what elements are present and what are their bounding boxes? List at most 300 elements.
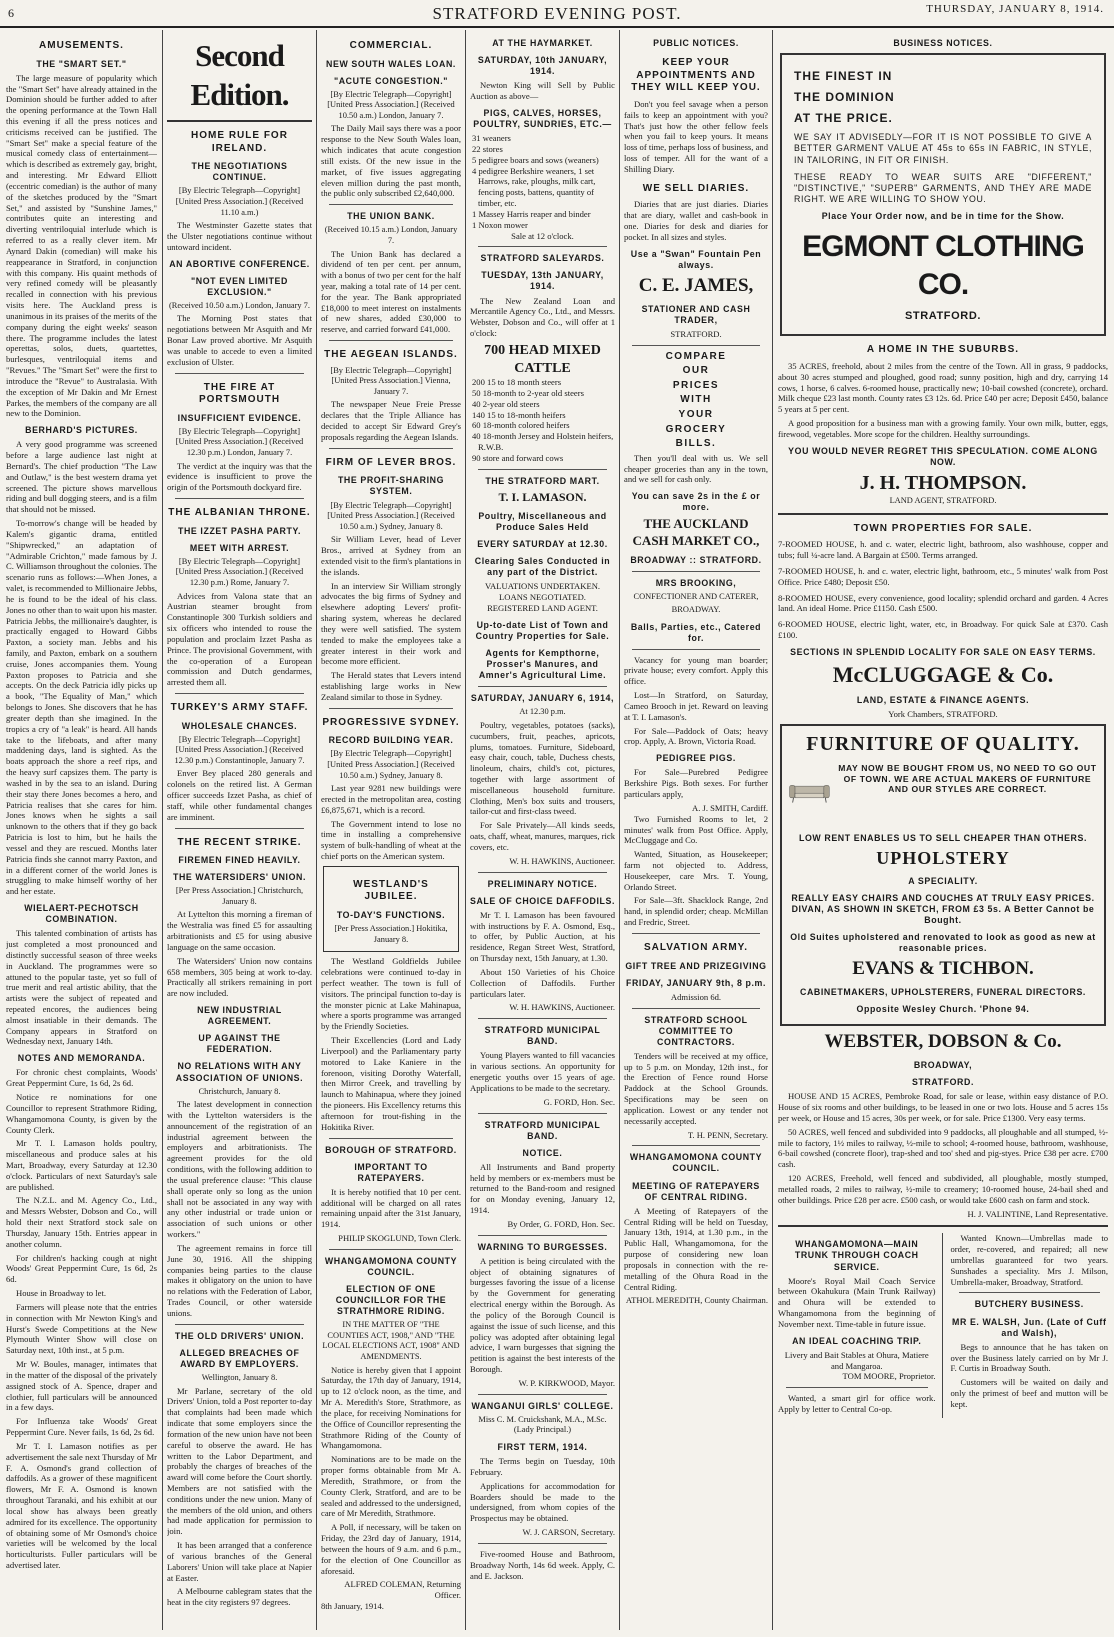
credit-line: [By Electric Telegraph—Copyright] [United Press Association.] (Received 12.30 p.m.) London, January 7. <box>175 426 304 458</box>
lot-list <box>470 377 615 464</box>
notice-text: Tenders will be received at my office, up to 5 p.m. on Monday, 12th inst., for the Erection of Fence round Horse Paddock at the School Grounds. Specifications may be seen on application. Lowest or any tender not necessarily accepted. <box>624 1050 768 1126</box>
second-edition-masthead: Second Edition. <box>190 38 289 113</box>
brand-ce-james: C. E. JAMES, <box>638 274 754 296</box>
article-text: The Union Bank has declared a dividend of ten per cent. per annum, with a bonus of two per cent for the half year, making a total rate of 14 per cent. for the year. The Bank appropriated £18,000 to meet interest on instalments of new shares, added £30,000 to reserve, and carried forward £41,000. <box>321 248 461 335</box>
divider <box>478 1113 607 1114</box>
memo-text: Mr W. Boules, manager, intimates that in the matter of the disposal of the privately assigned stock of A. Spence, draper and clothier, full particulars will be announced in a few days. <box>6 1359 157 1413</box>
ad-signature: A. J. SMITH, Cardiff. <box>692 802 768 813</box>
notice-subheading: IN THE MATTER OF "THE COUNTIES ACT, 1908," AND "THE LOCAL ELECTIONS ACT, 1908" AND AMENDMENTS. <box>322 1320 460 1362</box>
brand-egmont-clothing: EGMONT CLOTHING CO. <box>802 229 1084 301</box>
ad-headline: WHANGAMOMONA—MAIN TRUNK THROUGH COACH SERVICE. <box>794 1239 919 1272</box>
compare-word: WITH <box>680 394 712 406</box>
auction-date: SATURDAY, 10th JANUARY, 1914. <box>477 55 608 77</box>
article-heading: PROGRESSIVE SYDNEY. <box>322 716 460 728</box>
ad-text: LOW RENT ENABLES US TO SELL CHEAPER THAN OTHERS. <box>799 832 1087 843</box>
notice-text: Mr T. I. Lamason has been favoured with instructions by F. A. Osmond, Esq., to offer, by Public Auction, at his residence, Regan Street West, Stratford, on Thursday next, 15th January, at 1.30. <box>470 909 615 964</box>
brand-subtitle: CABINETMAKERS, UPHOLSTERERS, FUNERAL DIRECTORS. <box>800 986 1086 997</box>
article-text: The Daily Mail says there was a poor response to the New South Wales loan, which indicates that acute congestion still exists. Of the new issue in the market, of five issues aggregating eleven million during the past month, the public only subscribed £2,640,000. <box>321 123 461 199</box>
article-heading: TURKEY'S ARMY STAFF. <box>170 702 309 714</box>
article-subheading: WHOLESALE CHANCES. <box>181 720 298 731</box>
mart-heading: THE STRATFORD MART. <box>485 475 600 486</box>
property-ad: HOUSE AND 15 ACRES, Pembroke Road, for sale or lease, within easy distance of P.O. House of six rooms and other buildings, to be leased in one or two lots. House and 5 acres 15s per week, or House and 15 acres, 30s per week, or for sale. Price £1300. Very easy terms. <box>778 1091 1108 1123</box>
article-text: Advices from Valona state that an Austrian steamer brought from Constantinople 300 Turkish soldiers and six officers who intended to rouse the population and proclaim Izzet Pasha as Prince. The provisional Government, with the co-operation of a European commission and Dutch gendarmes, arrested them all. <box>167 590 312 688</box>
classified-ad: Five-roomed House and Bathroom, Broadway North, 14s 6d week. Apply, C. and E. Jackson. <box>470 1548 615 1581</box>
article-subheading: "NOT EVEN LIMITED EXCLUSION." <box>191 275 288 297</box>
ad-text: Then you'll deal with us. We sell cheaper groceries than any in the town, and we sell for cash only. <box>624 452 768 485</box>
ad-text: Use a "Swan" Fountain Pen always. <box>630 248 762 270</box>
article-text: The verdict at the inquiry was that the evidence is insufficient to prove the origin of the Portsmouth dockyard fire. <box>167 460 312 493</box>
article-subheading: THE PROFIT-SHARING SYSTEM. <box>337 475 445 497</box>
memo-text: Mr T. I. Lamason notifies as per advertisement the sale next Thursday of Mr F. A. Osmond's grand collection of daffodils. As a grower of these magnificent flowers, Mr F. A. Osmond is known throughout Taranaki, and his exhibit at our local show has always been greatly admired for its excellence. The opportunity of obtaining some of Mr Osmond's choice varieties will be welcomed by the local horticulturists. Fuller particulars will be advertised later. <box>6 1440 157 1570</box>
compare-word: COMPARE <box>665 350 727 362</box>
memo-text: For Influenza take Woods' Great Peppermint Cure. Never fails, 1s 6d, 2s 6d. <box>6 1416 157 1438</box>
ad-signature: TOM MOORE, Proprietor. <box>842 1371 936 1382</box>
brand-town: STRATFORD. <box>670 328 722 339</box>
section-heading: AMUSEMENTS. <box>39 40 124 51</box>
notice-heading: STRATFORD MUNICIPAL BAND. <box>484 1119 601 1141</box>
divider <box>478 1235 607 1236</box>
auction-text: For Sale Privately—All kinds seeds, oats, chaff, wheat, manures, marques, rick covers, etc. <box>470 820 615 852</box>
credit-line: Christchurch, January 8. <box>198 1086 281 1096</box>
mart-text: EVERY SATURDAY at 12.30. <box>477 539 608 550</box>
bottom-two-column <box>778 1233 1108 1418</box>
notice-subheading: FRIDAY, JANUARY 9th, 8 p.m. <box>625 977 767 988</box>
article-subheading: THE WATERSIDERS' UNION. <box>172 872 307 883</box>
ad-subtitle: BROADWAY. <box>671 604 721 614</box>
notice-heading: WHANGAMOMONA COUNTY COUNCIL. <box>324 1255 458 1278</box>
notice-text: The Terms begin on Tuesday, 10th February. <box>470 1456 615 1477</box>
column-rule <box>772 30 773 1630</box>
credit-line: [By Electric Telegraph—Copyright] [United Press Association.] Vienna, January 7. <box>330 365 452 396</box>
article-text: The agreement remains in force till June 30, 1916. All the shipping companies being parties to the clause makes it obligatory on the union to have no relations with the Federation of Labor, Trades Council, or other waterside unions. <box>167 1242 312 1318</box>
ad-text: Livery and Bait Stables at Ohura, Matiere and Mangaroa. <box>784 1349 929 1371</box>
article-subheading: NO RELATIONS WITH ANY ASSOCIATION OF UNIONS. <box>175 1061 304 1083</box>
credit-line: (Received 10.50 a.m.) London, January 7. <box>169 300 310 310</box>
lot-item: 200 15 to 18 month steers <box>472 377 562 388</box>
mart-text: LOANS NEGOTIATED. <box>499 592 586 603</box>
mart-text: REGISTERED LAND AGENT. <box>487 602 598 613</box>
lot-item: 4 pedigree Berkshire weaners, 1 set Harrows, rake, ploughs, milk cart, fencing posts, battens, quantity of timber, etc. <box>472 165 596 209</box>
article-text: Sir William Lever, head of Lever Bros., arrived at Sydney from an extended visit to the firm's plantations in the islands. <box>321 534 461 577</box>
mart-name: T. I. LAMASON. <box>498 489 587 504</box>
section-heading: PUBLIC NOTICES. <box>653 38 739 48</box>
newspaper-title: STRATFORD EVENING POST. <box>432 4 682 23</box>
memo-text: The N.Z.L. and M. Agency Co., Ltd., and Messrs Webster, Dobson and Co., will hold their next Stratford stock sale on Thursday, January 15th. Entries appear in another column. <box>6 1195 157 1249</box>
divider <box>632 1145 760 1146</box>
lot-item: 60 18-month colored heifers <box>472 420 570 431</box>
memo-text: Mr T. I. Lamason holds poultry, miscellaneous and produce sales at his Mart, Broadway, every Saturday at 12.30 o'clock. Particulars of next Saturday's sale are published. <box>6 1138 157 1192</box>
furniture-body <box>788 757 1098 827</box>
classified-ad: For Sale—Paddock of Oats; heavy crop. Apply, A. Brown, Victoria Road. <box>624 725 768 747</box>
column-commercial <box>321 32 461 1630</box>
divider <box>632 1008 760 1009</box>
lot-item: 1 Massey Harris reaper and binder <box>472 208 591 219</box>
divider <box>329 708 453 709</box>
coach-service-ad <box>778 1233 943 1418</box>
ad-headline: BUTCHERY BUSINESS. <box>974 1299 1084 1310</box>
compare-word: PRICES <box>672 379 720 391</box>
divider <box>167 120 312 122</box>
article-text: To-morrow's change will be headed by Kalem's gigantic drama, entitled "Shipwrecked," an adaptation of "Admirable Crichton," made famous by J. C. Williamson throughout the colonies. The scenario runs as follows:—When Jones, a valet, is recommended to Millionaire Jebbs, he is found to be the ideal of his class. Jones no other than to wait upon his master. Patricia Jebbs, the millionaire's daughter, is practically engaged to Howard Gibbs Paxton, a society man. Jebbs and his family, and Paxton, embark on a southern cruise, Jones accompanies them. Young Paxton proposes to Patricia and she accepts. On the deck Patricia idly picks up a book, "The Equality of Man," which belongs to Jones. She discovers that he has greater depth than she imagined. In the tropics a cry of "a leak" is heard. All hands take to the lifeboats, and after many maddening days, land is sighted. As the boats approach the shore a reef rips, and the heavy surf capsizes them. The party is washed in by the sea to an island. During their stay there Jones becomes a hero, and Patricia realises that she cares for him. Jones knows when he sights a sail unknown to the others that if they go back Patricia is lost to him, but he hails the vessel and they are rescued. Months later Patricia finds she cannot marry Paxton, and in a different corner of the world Jones is struggling to make himself worthy of her and her estate. <box>6 518 157 897</box>
article-heading: NEW SOUTH WALES LOAN. <box>326 58 456 69</box>
auction-heading: PIGS, CALVES, HORSES, POULTRY, SUNDRIES, ETC.— <box>473 107 612 129</box>
brand-subtitle: LAND, ESTATE & FINANCE AGENTS. <box>856 694 1030 705</box>
property-item: 7-ROOMED HOUSE, h. and c. water, electric light, bathroom, etc., 5 minutes' walk from Post Office. Price £480; Deposit £50. <box>778 565 1108 587</box>
divider <box>175 373 304 374</box>
lot-item: 31 weaners <box>472 133 511 144</box>
ad-text: A SPECIALITY. <box>908 875 978 886</box>
notice-subheading: SALE OF CHOICE DAFFODILS. <box>470 895 615 906</box>
divider <box>632 649 760 650</box>
memo-text: Notice re nominations for one Councillor to represent Strathmore Riding, Whangamomona County, is given by the County Clerk. <box>6 1092 157 1135</box>
notice-text: Admission 6d. <box>670 991 722 1002</box>
article-heading: NEW INDUSTRIAL AGREEMENT. <box>197 1005 282 1027</box>
lot-item: 140 15 to 18-month heifers <box>472 409 566 420</box>
memo-text: House in Broadway to let. <box>16 1288 106 1299</box>
property-item: 7-ROOMED HOUSE, h. and c. water, electric light, bathroom, also washhouse, copper and tubs; full ¼-acre land. A Bargain at £500. Terms arranged. <box>778 539 1108 561</box>
cattle-headline: 700 HEAD MIXED CATTLE <box>484 342 601 376</box>
mart-text: Up-to-date List of Town and Country Properties for Sale. <box>475 619 610 641</box>
mart-text: VALUATIONS UNDERTAKEN. <box>484 581 601 592</box>
notice-signature: W. J. CARSON, Secretary. <box>522 1527 615 1538</box>
ad-headline: MRS BROOKING, <box>655 578 737 589</box>
column-rule <box>316 30 317 1630</box>
article-text: The Herald states that Levers intend establishing large works in New Zealand similar to those in Sydney. <box>321 670 461 702</box>
ad-headline: AN IDEAL COACHING TRIP. <box>792 1335 922 1346</box>
property-item: 8-ROOMED HOUSE, every convenience, good locality; splendid orchard and garden. 4 Acres land. An ideal Home. Price £1150. Cash £500. <box>778 592 1108 614</box>
ad-text: WE SAY IT ADVISEDLY—FOR IT IS NOT POSSIBLE TO GIVE A BETTER GARMENT VALUE AT 45s to 65s IN FABRIC, IN STYLE, IN TAILORING, IN FIT OR FINISH. <box>794 132 1092 165</box>
credit-line: [By Electric Telegraph—Copyright] [United Press Association.] (Received 10.50 a.m.) Sydney, January 8. <box>327 500 455 531</box>
article-text: In an interview Sir William strongly advocates the big firms of Sydney and elsewhere adopting Levers' profit-sharing system, whereas he declared they were well satisfied. The system tended to make the employees take a greater interest in their work and become more efficient. <box>321 580 461 667</box>
divider <box>329 340 453 341</box>
notice-heading: WHANGAMOMONA COUNTY COUNCIL. <box>629 1152 763 1174</box>
article-subheading: THE NEGOTIATIONS CONTINUE. <box>191 161 288 183</box>
brand-webster-dobson: WEBSTER, DOBSON & Co. <box>824 1031 1062 1053</box>
divider <box>778 513 1108 515</box>
ad-text: Customers will be waited on daily and only the primest of beef and mutton will be kept. <box>950 1377 1108 1409</box>
notice-text: A Poll, if necessary, will be taken on Friday, the 23rd day of January, 1914, between the hours of 9 a.m. and 6 p.m., for the election of One Councillor as aforesaid. <box>321 1522 461 1576</box>
brand-subtitle: BROADWAY, <box>913 1060 973 1071</box>
divider <box>478 1543 607 1544</box>
egmont-clothing-ad <box>780 53 1106 336</box>
article-subheading: INSUFFICIENT EVIDENCE. <box>177 412 302 423</box>
column-public-notices <box>624 32 768 1630</box>
brand-town: STRATFORD. <box>904 309 982 322</box>
article-heading: BERHARD'S PICTURES. <box>25 425 138 436</box>
column-business-notices <box>778 32 1108 1630</box>
article-heading: THE ALBANIAN THRONE. <box>168 507 311 519</box>
credit-line: [Per Press Association.] Hokitika, January 8. <box>334 924 448 944</box>
classified-ad: Lost—In Stratford, on Saturday, Cameo Brooch in jet. Reward on leaving at T. I. Lamason's. <box>624 690 768 722</box>
auctioneer-signature: W. H. HAWKINS, Auctioneer. <box>509 1002 615 1013</box>
ad-headline: UPHOLSTERY <box>876 847 1010 868</box>
article-subheading: RECORD BUILDING YEAR. <box>328 735 454 746</box>
notice-heading: WARNING TO BURGESSES. <box>477 1241 608 1252</box>
article-subheading: "ACUTE CONGESTION." <box>333 75 449 86</box>
article-heading: THE UNION BANK. <box>347 211 435 222</box>
credit-line: [By Electric Telegraph—Copyright] [United Press Association.] (Received 12.30 p.m.) Constantinople, January 7. <box>174 734 305 765</box>
article-heading: AN ABORTIVE CONFERENCE. <box>169 258 310 269</box>
classified-ad: Wanted, a smart girl for office work. Apply by letter to Central Co-op. <box>778 1393 936 1415</box>
ad-signature: H. J. VALINTINE, Land Representative. <box>967 1208 1108 1219</box>
credit-line: [By Electric Telegraph—Copyright] [United Press Association.] (Received 10.50 a.m.) Sydney, January 8. <box>327 749 455 780</box>
divider <box>632 571 760 572</box>
divider <box>329 1138 453 1139</box>
ad-text: Moore's Royal Mail Coach Service between Okahukura (Main Trunk Railway) and Ohura will be extended to Whangamomona from the beginning of November next. Time-table in future issue. <box>778 1275 936 1329</box>
lot-item: 40 2-year old steers <box>472 398 540 409</box>
divider <box>478 246 607 247</box>
article-heading: THE RECENT STRIKE. <box>177 836 302 848</box>
ad-headline: WE SELL DIARIES. <box>642 182 750 194</box>
article-subheading: ALLEGED BREACHES OF AWARD BY EMPLOYERS. <box>179 1347 300 1369</box>
notice-subheading: NOTICE. <box>522 1147 563 1158</box>
ad-text: SECTIONS IN SPLENDID LOCALITY FOR SALE ON EASY TERMS. <box>790 646 1096 657</box>
notice-signature: W. P. KIRKWOOD, Mayor. <box>518 1377 615 1388</box>
ad-text: REALLY EASY CHAIRS AND COUCHES AT TRULY EASY PRICES. DIVAN, AS SHOWN IN SKETCH, FROM £3 5s. A Better Cannot be Bought. <box>791 892 1095 925</box>
divider <box>329 204 453 205</box>
ad-text: Balls, Parties, etc., Catered for. <box>630 621 762 643</box>
notice-text: Nominations are to be made on the proper forms obtainable from Mr A. Meredith, Strathmore, or from the County Clerk, Stratford, and are to be sealed and addressed to the undersigned, care of Mr Meredith, Strathmore. <box>321 1454 461 1519</box>
butchery-ad <box>951 1233 1109 1418</box>
ad-text: Old Suites upholstered and renovated to look as good as new at reasonable prices. <box>790 931 1096 953</box>
article-text: The Morning Post states that negotiations between Mr Asquith and Mr Bonar Law proved abortive. Mr Asquith was unable to accede to even a limited exclusion of Ulster. <box>167 313 312 367</box>
article-text: The newspaper Neue Freie Presse declares that the Triple Alliance has decided to accept Sir Edward Grey's proposals regarding the Aegean Islands. <box>321 399 461 442</box>
notice-heading: SALVATION ARMY. <box>643 941 749 953</box>
notice-date: 8th January, 1914. <box>321 1601 384 1612</box>
brand-address: York Chambers, STRATFORD. <box>888 708 998 719</box>
ad-text: Diaries that are just diaries. Diaries that are diary, wallet and cash-book in one. Diaries for desk and diaries for pocket. In all sizes and styles. <box>624 199 768 242</box>
credit-line: [By Electric Telegraph—Copyright] [United Press Association.] (Received 12.30 p.m.) Rome, January 7. <box>175 556 304 587</box>
divider <box>478 1018 607 1019</box>
article-subheading: FIREMEN FINED HEAVILY. <box>178 855 301 866</box>
property-list <box>778 539 1108 641</box>
article-heading: THE AEGEAN ISLANDS. <box>324 349 458 361</box>
ad-subtitle: MR E. WALSH, Jun. (Late of Cuff and Walsh), <box>952 1316 1107 1338</box>
classified-ad: Two Furnished Rooms to let, 2 minutes' walk from Post Office. Apply, McCluggage and Co. <box>624 813 768 846</box>
ad-text: 35 ACRES, freehold, about 2 miles from the centre of the Town. All in grass, 9 paddocks, about 30 acres stumped and ploughed, good road; sunny position, high and dry, carrying 14 cows, 1 horse, 6 calves. 6-roomed house, practically new; 10-bail cowshed (concrete), orchard. Milk cheque £23 last month. County rates £3 12s. 6d. Price £40 per acre; Deposit £450, balance 5 years at 5 per cent. <box>778 361 1108 415</box>
ad-text: Place Your Order now, and be in time for the Show. <box>821 210 1065 221</box>
classified-ad: For Sale—3ft. Shacklock Range, 2nd hand, in splendid order; cheap. McMillan and Fredric, Street. <box>624 895 768 928</box>
compare-prices-list <box>624 351 768 451</box>
auction-heading: SATURDAY, JANUARY 6, 1914, <box>470 693 615 704</box>
article-heading: THE FIRE AT PORTSMOUTH <box>198 381 281 406</box>
notice-text: A Meeting of Ratepayers of the Central Riding will be held on Tuesday, January 13th, 1914, at 1.30 p.m., in the Public Hall, Whangamomona, for the purpose of considering new loan proposals in connection with the re-metalling of the Ohura Road in the Central Riding. <box>624 1205 768 1292</box>
notice-text: Notice is hereby given that I appoint Saturday, the 17th day of January, 1914, up to 12 o'clock noon, as the time, and Mr A. Meredith's Store, Strathmore, as the place, for receiving Nominations for the Office of Councillor representing the Strathmore Riding of the County of Whangamomona. <box>321 1364 461 1451</box>
article-text: Mr Parlane, secretary of the old Drivers' Union, told a Post reporter to-day that complaints had been made which indicate that some employers since the formation of the new union have not been careful to observe the award. He has written to the Labor Department, and probably the charges of breaches of the award will come before the Court shortly. Members are not satisfied with the conditions under the new union. Many of the members of the old union, and others had made application for permission to join. <box>167 1385 312 1537</box>
article-text: A very good programme was screened before a large audience last night at Bernard's. The chief production "The Law and Outlaw," is the best western drama yet screened. The picture shows marvellous riding and bull dogging steers, and is a film that should not be missed. <box>6 439 157 515</box>
masthead <box>0 0 1114 28</box>
divider <box>175 498 304 499</box>
article-text: The Westminster Gazette states that the Ulster negotiations continue without untoward incident. <box>167 220 312 252</box>
notice-subheading: FIRST TERM, 1914. <box>497 1441 588 1452</box>
article-heading: HOME RULE FOR IRELAND. <box>191 130 288 154</box>
compare-word: BILLS. <box>675 438 717 450</box>
credit-line: Wellington, January 8. <box>201 1372 278 1382</box>
article-subheading: UP AGAINST THE FEDERATION. <box>198 1033 281 1055</box>
brand-evans-tichbon: EVANS & TICHBON. <box>852 958 1034 980</box>
property-item: 6-ROOMED HOUSE, electric light, water, etc, in Broadway. For quick Sale at £370. Cash £100. <box>778 619 1108 641</box>
lot-item: 90 store and forward cows <box>472 452 564 463</box>
ad-headline: A HOME IN THE SUBURBS. <box>866 344 1020 356</box>
notice-heading: STRATFORD SCHOOL COMMITTEE TO CONTRACTORS. <box>644 1014 748 1047</box>
auction-date: TUESDAY, 13th JANUARY, 1914. <box>481 270 604 292</box>
article-text: The Government intend to lose no time in installing a comprehensive system of bulk-handling of wheat at the chief ports on the American system. <box>321 818 461 862</box>
memo-text: Farmers will please note that the entries in connection with Mr Newton King's and Hurst's Swede Competitions at the New Plymouth Winter Show will close on Saturday next, 10th inst., at 5 p.m. <box>6 1301 157 1356</box>
lot-list <box>470 133 615 230</box>
lot-item: 1 Noxon mower <box>472 219 528 230</box>
notice-signature: T. H. PENN, Secretary. <box>687 1129 768 1140</box>
article-heading: WIELAERT-PECHOTSCH COMBINATION. <box>24 903 139 925</box>
brand-mccluggage: McCLUGGAGE & Co. <box>832 662 1054 688</box>
brand-subtitle: LAND AGENT, STRATFORD. <box>889 496 997 506</box>
divider <box>786 1387 928 1388</box>
column-rule <box>465 30 466 1630</box>
ad-text: You can save 2s in the £ or more. <box>631 491 761 513</box>
ad-text: YOU WOULD NEVER REGRET THIS SPECULATION. COME ALONG NOW. <box>788 445 1098 467</box>
auction-text: The New Zealand Loan and Mercantile Agency Co., Ltd., and Messrs. Webster, Dobson and Co., will offer at 1 o'clock: <box>470 295 615 339</box>
article-heading: WESTLAND'S JUBILEE. <box>353 878 429 903</box>
brand-subtitle: STATIONER AND CASH TRADER, <box>641 303 751 325</box>
ad-subtitle: CONFECTIONER AND CATERER, <box>633 592 759 602</box>
ad-headline-line: THE DOMINION <box>794 90 895 105</box>
divider <box>175 693 304 694</box>
auctioneer-signature: W. H. HAWKINS, Auctioneer. <box>509 855 615 866</box>
ad-text: THESE READY TO WEAR SUITS ARE "DIFFERENT," "DISTINCTIVE," "SUPERB" GARMENTS, AND THEY ARE MADE RIGHT. WE ARE WILLING TO SHOW YOU. <box>794 171 1092 204</box>
column-auctions <box>470 32 615 1630</box>
auction-heading: AT THE HAYMARKET. <box>492 38 593 48</box>
credit-line: (Received 10.15 a.m.) London, January 7. <box>324 225 458 245</box>
lot-item: 40 18-month Jersey and Holstein heifers, R.W.B. <box>472 431 614 453</box>
page-number: 6 <box>8 6 14 20</box>
ad-text: Begs to announce that he has taken on over the Business lately carried on by Mr J. F. Curtis in Broadway South. <box>950 1341 1108 1374</box>
divider <box>478 872 607 873</box>
notice-text: All Instruments and Band property held by members or ex-members must be returned to the Band-room and resigned for on Monday evening, January 12, 1914. <box>470 1161 615 1216</box>
mart-text: Agents for Kempthorne, Prosser's Manures, and Amner's Agricultural Lime. <box>478 647 607 681</box>
ad-headline-line: AT THE PRICE. <box>794 111 893 126</box>
ad-text: Don't you feel savage when a person fails to keep an appointment with you? That's just how the other fellow feels when you fail to keep yours. It means loss of time, perhaps loss of business, and loss of temper. All for the want of a Shilling Diary. <box>624 98 768 174</box>
brand-jh-thompson: J. H. THOMPSON. <box>859 471 1027 494</box>
ad-headline: PEDIGREE PIGS. <box>656 753 736 764</box>
auction-text: Poultry, vegetables, potatoes (sacks), cucumbers, fruit, peaches, apricots, plums, tomatoes. Furniture, Sideboard, easy chair, couch, table, Duchess chests, linoleum, chairs, child's cot, pictures, together with large assortment of miscellaneous household furniture. Clothing, Men's box suits and trousers, tailor-cut and first-class tweed. <box>470 719 615 817</box>
article-subheading: TO-DAY'S FUNCTIONS. <box>336 910 446 921</box>
article-subheading: THE IZZET PASHA PARTY. <box>177 525 301 536</box>
brand-auckland-cash-market: THE AUCKLAND CASH MARKET CO., <box>632 516 760 548</box>
column-rule <box>619 30 620 1630</box>
ad-headline: KEEP YOUR APPOINTMENTS AND THEY WILL KEEP YOU. <box>631 57 761 94</box>
credit-line: [By Electric Telegraph—Copyright] [United Press Association.] (Received 10.50 a.m.) London, January 7. <box>327 89 455 120</box>
credit-line: [By Electric Telegraph—Copyright] [United Press Association.] (Received 11.10 a.m.) <box>175 186 304 217</box>
article-text: This talented combination of artists has just completed a most pronounced and distinctly successful season of three weeks in Auckland. The programmes were so attuned to the popular taste, yet so full of true merit and real artistic ability, that the artists were the subject of repeated and repeated encores, the audiences being almost insatiable in their demands. The Company appears in Stratford on Wednesday next, January 14th. <box>6 928 157 1047</box>
ad-headline-lines <box>794 69 1092 126</box>
lot-item: 50 18-month to 2-year old steers <box>472 387 584 398</box>
article-text: At Lyttelton this morning a fireman of the Westralia was fined £5 for assaulting arbitrationists and £5 for using abusive language on the same occasion. <box>167 909 312 952</box>
mart-text: Poultry, Miscellaneous and Produce Sales Held <box>478 510 607 533</box>
compare-word: YOUR <box>678 409 714 421</box>
section-heading: BUSINESS NOTICES. <box>893 38 993 48</box>
divider <box>959 1292 1101 1293</box>
compare-word: OUR <box>682 365 710 377</box>
issue-date: THURSDAY, JANUARY 8, 1914. <box>926 3 1104 15</box>
notice-subheading: GIFT TREE AND PRIZEGIVING <box>625 960 767 971</box>
auction-text: Sale at 12 o'clock. <box>511 230 574 241</box>
divider <box>778 1225 1108 1227</box>
notice-text: It is hereby notified that 10 per cent. additional will be charged on all rates remaining unpaid after the 31st January, 1914. <box>321 1186 461 1230</box>
notice-signature: By Order, G. FORD, Hon. Sec. <box>507 1218 615 1229</box>
divider <box>478 1394 607 1395</box>
compare-word: GROCERY <box>665 423 727 435</box>
article-text: The Watersiders' Union now contains 658 members, 305 being at work to-day. Practically all strikers remaining in port are now included. <box>167 955 312 999</box>
brand-address: Opposite Wesley Church. 'Phone 94. <box>856 1004 1030 1015</box>
ad-headline: FURNITURE OF QUALITY. <box>806 732 1080 755</box>
article-heading: THE OLD DRIVERS' UNION. <box>174 1330 305 1341</box>
column-rule <box>162 30 163 1630</box>
notice-signature: ALFRED COLEMAN, Returning Officer. <box>344 1579 461 1601</box>
article-text: Their Excellencies (Lord and Lady Liverpool) and the Parliamentary party motored to Lake Kaniere in the forenoon, visiting Dorothy Waterfall, then Mirror Creek, and travelling by launch to Mahinapua, where they joined the pioneers. His Excellency returns this afternoon for trout-fishing in the Hokitika River. <box>321 1035 461 1132</box>
notice-heading: STRATFORD MUNICIPAL BAND. <box>484 1025 601 1047</box>
column-amusements <box>6 32 157 1630</box>
lot-item: 5 pedigree boars and sows (weaners) <box>472 154 599 165</box>
notice-heading: BOROUGH OF STRATFORD. <box>325 1144 457 1155</box>
article-text: The latest development in connection with the Lyttelton watersiders is the announcement of the registration of an industrial agreement between the employers and arbitrationists. The agreement provides for the old conditions, with the following addition to the usual preference clause: "This clause shall operate only so long as the union shall not be associated in any way with any other industrial or trade union or association of such unions or other workers." <box>167 1099 312 1240</box>
notice-text: A petition is being circulated with the object of obtaining signatures of burgesses favoring the issue of a license by the Government for generating electrical energy within the Borough. As the policy of the Borough Council is against the issue of such license, and this policy was adopted after obtaining legal advice, I warn burgesses that signing the petition is against the best interests of the Borough. <box>470 1255 615 1375</box>
brand-subtitle: BROADWAY :: STRATFORD. <box>630 555 762 566</box>
auction-text: Newton King will Sell by Public Auction as above— <box>470 80 615 102</box>
mart-text: Clearing Sales Conducted in any part of the District. <box>474 556 611 578</box>
notice-text: Young Players wanted to fill vacancies in various sections. An opportunity for energetic youths over 15 years of age. Applications to be made to the secretary. <box>470 1050 615 1093</box>
sofa-illustration-icon <box>788 757 831 827</box>
article-heading: FIRM OF LEVER BROS. <box>325 456 457 468</box>
ad-text: MAY NOW BE BOUGHT FROM US, NO NEED TO GO OUT OF TOWN. WE ARE ACTUAL MAKERS OF FURNITURE AND OUR STYLES ARE CORRECT. <box>838 762 1097 795</box>
column-second-edition <box>167 32 312 1630</box>
divider <box>175 828 304 829</box>
article-text: Last year 9281 new buildings were erected in the metropolitan area, costing £6,875,671, which is a record. <box>321 783 461 815</box>
divider <box>632 345 760 346</box>
classified-ad: For Sale—Purebred Pedigree Berkshire Pigs. Both sexes. For further particulars apply, <box>624 767 768 800</box>
property-ad: 50 ACRES, well fenced and subdivided into 9 paddocks, all ploughable and all stumped, ½-mile to factory, 1½ miles to railway, ½-mile to school; 4-roomed house, bathroom, washhouse, 6-bail cowshed (concrete floor), trap-shed and too' shed and pig-styes. Price £38 per acre. £700 cash. <box>778 1126 1108 1170</box>
notice-signature: PHILIP SKOGLUND, Town Clerk. <box>338 1233 461 1244</box>
article-text: The Westland Goldfields Jubilee celebrations were continued to-day in perfect weather. The town is full of visitors. The principal function to-day is the monster picnic at Lake Mahinapua, where a sports programme was arranged by the Friendly Societies. <box>321 956 461 1032</box>
divider <box>329 448 453 449</box>
article-text: It has been arranged that a conference of various branches of the General Laborers' Union will take place at Napier at Easter. <box>167 1540 312 1583</box>
memo-text: For chronic chest complaints, Woods' Great Peppermint Cure, 1s 6d, 2s 6d. <box>6 1067 157 1089</box>
article-heading: THE "SMART SET." <box>36 58 127 69</box>
notice-heading: PRELIMINARY NOTICE. <box>487 878 598 889</box>
ad-headline: TOWN PROPERTIES FOR SALE. <box>853 522 1033 534</box>
divider <box>478 469 607 470</box>
article-text: A Melbourne cablegram states that the heat in the city registers 97 degrees. <box>167 1586 312 1608</box>
notice-subheading: IMPORTANT TO RATEPAYERS. <box>354 1161 428 1183</box>
notice-text: Applications for accommodation for Boarders should be made to the undersigned, from whom copies of the Prospectus may be obtained. <box>470 1480 615 1524</box>
classified-ad: Vacancy for young man boarder; private house; every comfort. Apply this office. <box>624 654 768 687</box>
notice-text: Miss C. M. Cruickshank, M.A., M.Sc. (Lady Principal.) <box>478 1414 607 1435</box>
section-heading: COMMERCIAL. <box>349 40 433 51</box>
divider <box>329 1249 453 1250</box>
auction-time: At 12.30 p.m. <box>519 707 566 717</box>
memo-text: For children's hacking cough at night Woods' Great Peppermint Cure, 1s 6d, 2s 6d. <box>6 1252 157 1285</box>
notice-signature: ATHOL MEREDITH, County Chairman. <box>625 1295 768 1306</box>
notice-subheading: MEETING OF RATEPAYERS OF CENTRAL RIDING. <box>632 1180 760 1202</box>
divider <box>175 1324 304 1325</box>
classified-ad: Wanted, Situation, as Housekeeper; farm not objected to. Address, Housekeeper, care Mrs. T. Young, Orlando Street. <box>624 849 768 892</box>
brand-town: STRATFORD. <box>911 1077 975 1088</box>
classified-ad: Wanted Known—Umbrellas made to order, re-covered, and repaired; all new umbrellas guaranteed for two years. Sunshades a speciality. Mrs J. Milson, Umbrella-maker, Broadway, Stratford. <box>950 1233 1108 1287</box>
notice-text: About 150 Varieties of his Choice Collection of Daffodils. Further particulars later. <box>470 966 615 999</box>
notice-subheading: ELECTION OF ONE COUNCILLOR FOR THE STRATHMORE RIDING. <box>335 1284 447 1317</box>
furniture-ad <box>780 724 1106 1027</box>
property-ad: 120 ACRES, Freehold, well fenced and subdivided, all ploughable, mostly stumped, metalled roads, 2 miles to railway, ½-mile to creamery; 10-roomed house, 24-bail shed and other buildings. Price £28 per acre. £500 cash, or would take £600 cash on farm and stock. <box>778 1173 1108 1205</box>
auction-heading: STRATFORD SALEYARDS. <box>480 253 605 264</box>
divider <box>632 933 760 934</box>
